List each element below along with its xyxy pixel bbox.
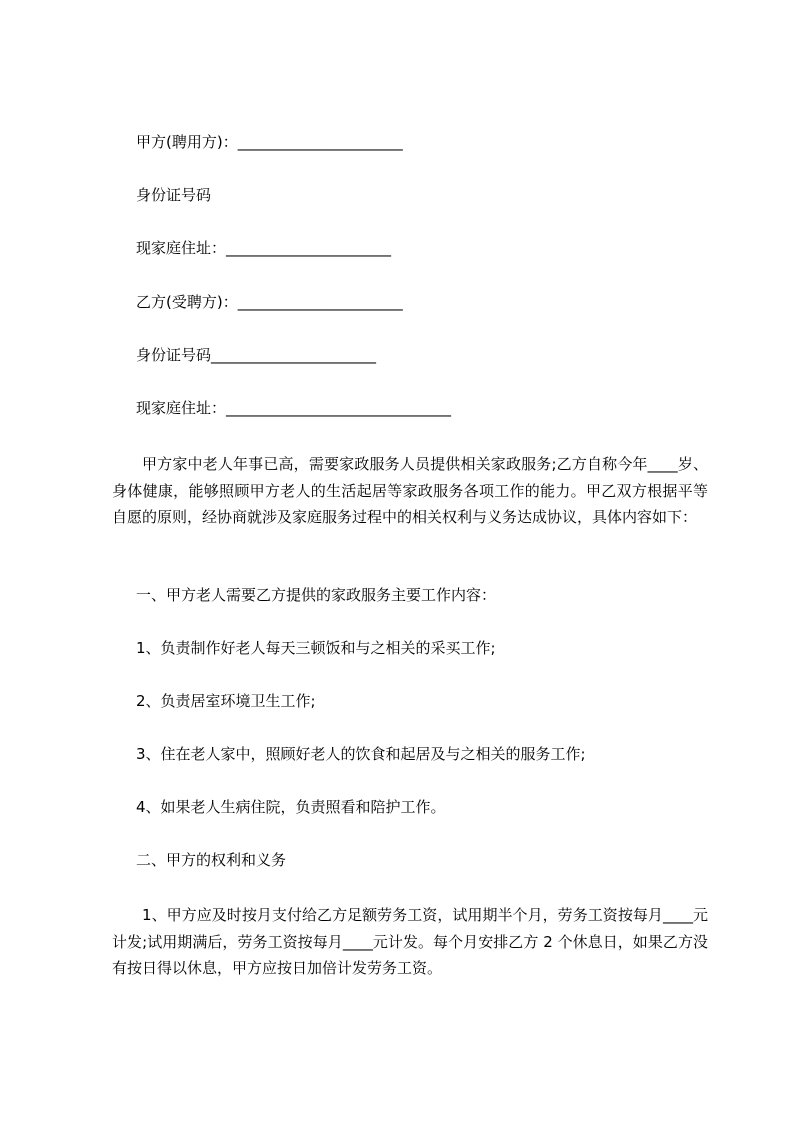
section1-item-4: 4、如果老人生病住院，负责照看和陪护工作。 xyxy=(136,798,446,816)
party-b-label: 乙方(受聘方)：______________________ xyxy=(136,293,403,311)
party-a-label: 甲方(聘用方)：______________________ xyxy=(136,133,403,151)
party-a-id-label: 身份证号码 xyxy=(136,186,212,204)
section1-item-2: 2、负责居室环境卫生工作; xyxy=(136,692,316,710)
section1-heading: 一、甲方老人需要乙方提供的家政服务主要工作内容： xyxy=(136,586,497,604)
party-b-id-label: 身份证号码______________________ xyxy=(136,346,377,364)
party-b-address-label: 现家庭住址：______________________________ xyxy=(136,399,452,417)
section1-item-1: 1、负责制作好老人每天三顿饭和与之相关的采买工作; xyxy=(136,639,496,657)
party-a-address-label: 现家庭住址：______________________ xyxy=(136,239,392,257)
section2-clause-1: 1、甲方应及时按月支付给乙方足额劳务工资，试用期半个月，劳务工资按每月____元计发;试用期满后，劳务工资按每月____元计发。每个月安排乙方 2 个休息日，如果乙方没有按日得以休息，甲方应按日加倍计发劳务工资。 xyxy=(112,906,708,977)
section1-item-3: 3、住在老人家中，照顾好老人的饮食和起居及与之相关的服务工作; xyxy=(136,745,586,763)
section2-heading: 二、甲方的权利和义务 xyxy=(136,851,287,869)
intro-paragraph: 甲方家中老人年事已高，需要家政服务人员提供相关家政服务;乙方自称今年____岁、身体健康，能够照顾甲方老人的生活起居等家政服务各项工作的能力。甲乙双方根据平等自愿的原则，经协商就涉及家庭服务过程中的相关权利与义务达成协议，具体内容如下： xyxy=(112,455,708,526)
